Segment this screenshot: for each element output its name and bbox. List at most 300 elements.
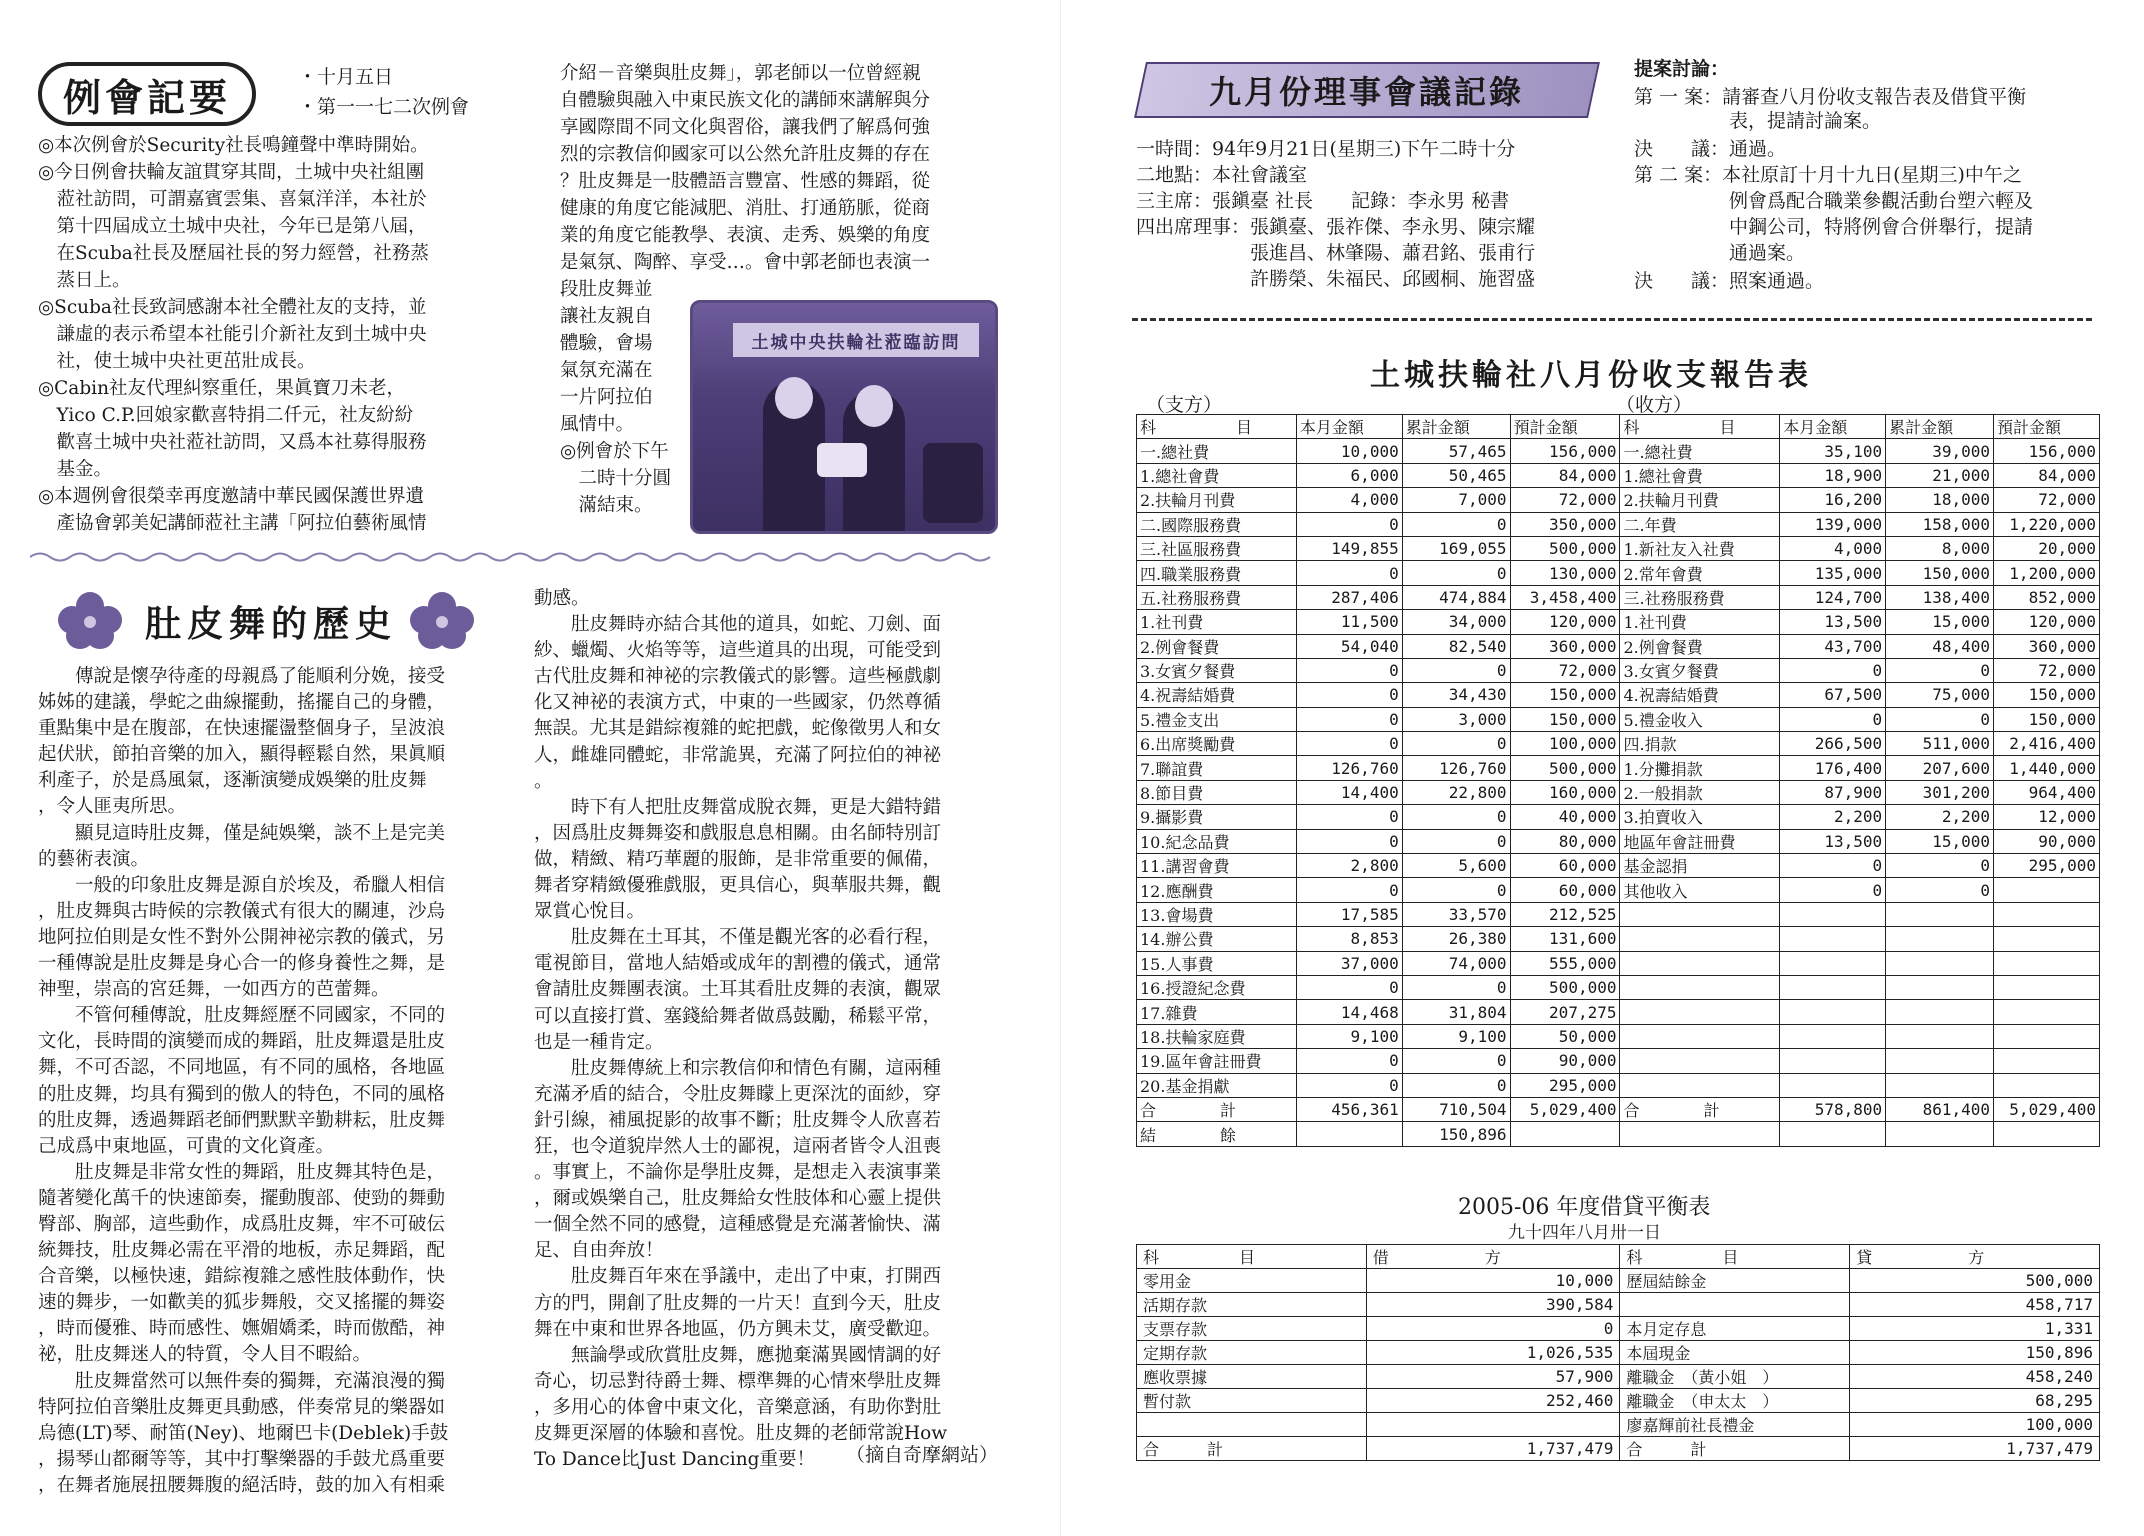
- table-cell: [1780, 975, 1886, 999]
- table-cell: 130,000: [1510, 561, 1620, 585]
- table-cell: 555,000: [1510, 951, 1620, 975]
- table-cell: 72,000: [1994, 658, 2100, 682]
- report-header-cell: 累計金額: [1886, 415, 1994, 439]
- table-cell: 72,000: [1510, 488, 1620, 512]
- table-cell: 31,804: [1402, 1000, 1510, 1024]
- table-cell: 19.區年會註冊費: [1137, 1049, 1297, 1073]
- table-cell: 合 計: [1620, 1437, 1850, 1461]
- table-cell: 20,000: [1994, 536, 2100, 560]
- table-cell: 37,000: [1296, 951, 1402, 975]
- table-cell: 17.雜費: [1137, 1000, 1297, 1024]
- table-cell: 500,000: [1510, 756, 1620, 780]
- table-row: [1137, 1341, 2100, 1365]
- proposal-title: 提案討論：: [1634, 58, 1730, 80]
- date-line-1: ・十月五日: [298, 66, 394, 88]
- table-row: [1137, 1024, 2100, 1048]
- table-cell: 350,000: [1510, 512, 1620, 536]
- table-cell: [1994, 1049, 2100, 1073]
- table-cell: 1,440,000: [1994, 756, 2100, 780]
- table-cell: 合 計: [1137, 1437, 1367, 1461]
- table-cell: 4.祝壽結婚費: [1137, 683, 1297, 707]
- table-cell: 0: [1296, 1073, 1402, 1097]
- table-cell: 150,000: [1510, 683, 1620, 707]
- table-cell: 二.年費: [1620, 512, 1780, 536]
- table-cell: 0: [1296, 975, 1402, 999]
- table-cell: 120,000: [1994, 610, 2100, 634]
- table-cell: 43,700: [1780, 634, 1886, 658]
- table-cell: 18.扶輪家庭費: [1137, 1024, 1297, 1048]
- date-line-2: ・第一一七二次例會: [298, 96, 470, 118]
- table-cell: 72,000: [1510, 658, 1620, 682]
- table-cell: 五.社務服務費: [1137, 585, 1297, 609]
- table-cell: 150,896: [1850, 1341, 2100, 1365]
- report-header-cell: 本月金額: [1296, 415, 1402, 439]
- table-cell: 0: [1402, 878, 1510, 902]
- table-cell: 22,800: [1402, 780, 1510, 804]
- table-cell: 176,400: [1780, 756, 1886, 780]
- table-cell: 126,760: [1296, 756, 1402, 780]
- table-cell: 511,000: [1886, 732, 1994, 756]
- table-row: [1137, 1097, 2100, 1121]
- table-row: [1137, 1365, 2100, 1389]
- table-cell: [1296, 1122, 1402, 1146]
- table-cell: 120,000: [1510, 610, 1620, 634]
- table-cell: 一.總社費: [1137, 439, 1297, 463]
- table-cell: 578,800: [1780, 1097, 1886, 1121]
- table-cell: 18,000: [1886, 488, 1994, 512]
- table-cell: [1994, 902, 2100, 926]
- meeting-line-1: 一時間：94年9月21日(星期三)下午二時十分: [1136, 138, 1516, 160]
- table-cell: [1994, 951, 2100, 975]
- table-cell: 39,000: [1886, 439, 1994, 463]
- table-cell: 0: [1886, 658, 1994, 682]
- table-cell: 390,584: [1366, 1293, 1620, 1317]
- table-cell: 7.聯誼費: [1137, 756, 1297, 780]
- table-cell: 離職金 （申太太 ）: [1620, 1389, 1850, 1413]
- table-cell: 33,570: [1402, 902, 1510, 926]
- meeting-notes-col2-top: 介紹－音樂與肚皮舞」，郭老師以一位曾經親 自體驗與融入中東民族文化的講師來講解與分 享國際間不同文化與習俗，讓我們了解爲何強 烈的宗教信仰國家可以公然允許肚皮舞的存在 ？肚皮舞是一肢體語言豐富、性感的舞蹈，從 健康的角度它能減肥、消肚、打通筋脈，從商 業的角度它能教學、表演、走秀、娛樂的角度 是氣氛、陶醉、享受…。會中郭老師也表演一 段肚皮舞並: [560, 63, 931, 300]
- table-row: [1137, 536, 2100, 560]
- flower-icon-left: [52, 590, 128, 652]
- table-cell: 150,000: [1994, 707, 2100, 731]
- table-cell: 6,000: [1296, 463, 1402, 487]
- table-cell: 1.社刊費: [1137, 610, 1297, 634]
- table-cell: 500,000: [1510, 536, 1620, 560]
- table-cell: 4,000: [1780, 536, 1886, 560]
- report-header-cell: 科 目: [1620, 415, 1780, 439]
- table-cell: 3.女賓夕餐費: [1137, 658, 1297, 682]
- table-cell: 3.女賓夕餐費: [1620, 658, 1780, 682]
- table-cell: 212,525: [1510, 902, 1620, 926]
- table-row: [1137, 1122, 2100, 1146]
- table-row: [1137, 805, 2100, 829]
- table-cell: [1620, 1024, 1780, 1048]
- table-cell: 48,400: [1886, 634, 1994, 658]
- table-row: [1137, 1437, 2100, 1461]
- table-cell: [1780, 902, 1886, 926]
- table-cell: 2.常年會費: [1620, 561, 1780, 585]
- table-cell: [1994, 878, 2100, 902]
- table-cell: 500,000: [1850, 1269, 2100, 1293]
- table-cell: 35,100: [1780, 439, 1886, 463]
- table-cell: 5.禮金支出: [1137, 707, 1297, 731]
- table-row: [1137, 1073, 2100, 1097]
- table-cell: [1780, 1122, 1886, 1146]
- meeting-line-3: 三主席：張鎭臺 社長 記錄：李永男 秘書: [1136, 190, 1510, 212]
- table-cell: 應收票據: [1137, 1365, 1367, 1389]
- table-cell: 80,000: [1510, 829, 1620, 853]
- table-row: [1137, 1000, 2100, 1024]
- table-cell: 156,000: [1994, 439, 2100, 463]
- table-cell: 合 計: [1620, 1097, 1780, 1121]
- table-cell: 結 餘: [1137, 1122, 1297, 1146]
- table-cell: 0: [1402, 512, 1510, 536]
- table-cell: 0: [1296, 683, 1402, 707]
- table-cell: 10.紀念品費: [1137, 829, 1297, 853]
- flower-icon-right: [404, 590, 480, 652]
- photo-banner-text: 土城中央扶輪社蒞臨訪問: [733, 323, 979, 357]
- table-cell: 歷屆結餘金: [1620, 1269, 1850, 1293]
- meeting-record-banner: [1134, 62, 1600, 118]
- table-row: [1137, 561, 2100, 585]
- table-cell: 二.國際服務費: [1137, 512, 1297, 536]
- table-cell: 10,000: [1296, 439, 1402, 463]
- table-cell: 0: [1366, 1317, 1620, 1341]
- balance-title: 2005-06 年度借貸平衡表: [1458, 1195, 1711, 1220]
- table-row: [1137, 439, 2100, 463]
- table-cell: 14,468: [1296, 1000, 1402, 1024]
- table-cell: 1.總社會費: [1137, 463, 1297, 487]
- table-cell: 8.節目費: [1137, 780, 1297, 804]
- table-cell: [1886, 951, 1994, 975]
- report-title: 土城扶輪社八月份收支報告表: [1370, 358, 1812, 393]
- balance-date: 九十四年八月卅一日: [1508, 1223, 1661, 1243]
- table-cell: 54,040: [1296, 634, 1402, 658]
- table-cell: 74,000: [1402, 951, 1510, 975]
- history-col2: 動感。 肚皮舞時亦結合其他的道具，如蛇、刀劍、面 紗、蠟燭、火焰等等，這些道具的出現，可能受到 古代肚皮舞和神祕的宗教儀式的影響。這些極戲劇 化又神祕的表演方式，中東的一些國家，仍然尊循 無誤。尤其是錯綜複雜的蛇把戲，蛇像徵男人和女 人，雌雄同體蛇，非常詭異，充滿了阿拉伯的神祕 。 時下有人把肚皮舞當成脫衣舞，更是大錯特錯 ，因爲肚皮舞舞姿和戲服息息相關。由名師特別訂 做，精緻、精巧華麗的服飾，是非常重要的佩備， 舞者穿精緻優雅戲服，更具信心，與華服共舞，觀 眾賞心悅目。 肚皮舞在土耳其，不僅是觀光客的必看行程， 電視節目，當地人結婚或成年的割禮的儀式，通常 會請肚皮舞團表演。土耳其看肚皮舞的表演，觀眾 可以直接打賞、塞錢給舞者做爲鼓勵，稀鬆平常， 也是一種肯定。 肚皮舞傳統上和宗教信仰和情色有關，這兩種 充滿矛盾的結合，令肚皮舞矇上更深沈的面紗，穿 針引線，補風捉影的故事不斷；肚皮舞令人欣喜若 狂，也令道貌岸然人士的鄙視，這兩者皆令人沮喪 。事實上，不論你是學肚皮舞，是想走入表演事業 ，爾或娛樂自己，肚皮舞給女性肢体和心靈上提供 一個全然不同的感覺，這種感覺是充滿著愉快、滿 足、自由奔放！ 肚皮舞百年來在爭議中，走出了中東，打開西 方的門，開創了肚皮舞的一片天！直到今天，肚皮 舞在中東和世界各地區，仍方興未艾，廣受歡迎。 無論學或欣賞肚皮舞，應拋棄滿異國情調的好 奇心，切忌對待爵士舞、標準舞的心情來學肚皮舞 ，多用心的体會中東文化，音樂意涵，有助你對肚 皮舞更深層的体驗和喜悅。肚皮舞的老師常說How To Dance比Just Dancing重要！: [534, 588, 948, 1471]
- table-cell: 169,055: [1402, 536, 1510, 560]
- table-cell: 1.社刊費: [1620, 610, 1780, 634]
- meeting-line-6: 許勝榮、朱福民、邱國桐、施習盛: [1136, 268, 1536, 290]
- table-row: [1137, 780, 2100, 804]
- table-cell: 2,200: [1886, 805, 1994, 829]
- table-cell: [1886, 1000, 1994, 1024]
- table-cell: 0: [1296, 829, 1402, 853]
- table-cell: 3,000: [1402, 707, 1510, 731]
- table-cell: 26,380: [1402, 927, 1510, 951]
- table-cell: 0: [1402, 805, 1510, 829]
- table-cell: 458,240: [1850, 1365, 2100, 1389]
- proposal-line-3: 決 議：通過。: [1634, 138, 1787, 160]
- table-cell: 3,458,400: [1510, 585, 1620, 609]
- table-cell: 11,500: [1296, 610, 1402, 634]
- table-row: [1137, 1293, 2100, 1317]
- table-cell: 150,000: [1510, 707, 1620, 731]
- proposal-line-5: 例會爲配合職業參觀活動台塑六輕及: [1634, 190, 2034, 212]
- table-cell: 暫付款: [1137, 1389, 1367, 1413]
- table-cell: [1137, 1413, 1367, 1437]
- table-cell: 定期存款: [1137, 1341, 1367, 1365]
- table-cell: 0: [1402, 561, 1510, 585]
- table-cell: 710,504: [1402, 1097, 1510, 1121]
- table-cell: 1,737,479: [1850, 1437, 2100, 1461]
- table-cell: 11.講習會費: [1137, 854, 1297, 878]
- meeting-record-banner-text: 九月份理事會議記錄: [1209, 73, 1525, 111]
- table-row: [1137, 585, 2100, 609]
- history-col1: 傳說是懷孕待產的母親爲了能順利分娩，接受 姊姊的建議，學蛇之曲線擺動，搖擺自己的身體， 重點集中是在腹部，在快速擺盪整個身子，呈波浪 起伏狀，節拍音樂的加入，顯得輕鬆自然，果眞順 利產子，於是爲風氣，逐漸演變成娛樂的肚皮舞 ，令人匪夷所思。 顯見這時肚皮舞，僅是純娛樂，談不上是完美 的藝術表演。 一般的印象肚皮舞是源自於埃及，希臘人相信 ，肚皮舞與古時候的宗教儀式有很大的關連，沙烏 地阿拉伯則是女性不對外公開神祕宗教的儀式，另 一種傳說是肚皮舞是身心合一的修身養性之舞，是 神聖，崇高的宮廷舞，一如西方的芭蕾舞。 不管何種傳說，肚皮舞經歷不同國家，不同的 文化，長時間的演變而成的舞蹈，肚皮舞還是肚皮 舞，不可否認，不同地區，有不同的風格，各地區 的肚皮舞，均具有獨到的傲人的特色，不同的風格 的肚皮舞，透過舞蹈老師們默默辛勤耕耘，肚皮舞 己成爲中東地區，可貴的文化資產。 肚皮舞是非常女性的舞蹈，肚皮舞其特色是， 隨著變化萬千的快速節奏，擺動腹部、使勁的舞動 臀部、胸部，這些動作，成爲肚皮舞，牢不可破伝 統舞技，肚皮舞必需在平滑的地板，赤足舞蹈，配 合音樂，以極快速，錯綜複雜之感性肢体動作，快 速的舞步，一如歡美的狐步舞般，交叉搖擺的舞姿 ，時而優雅、時而感性、嫵媚嬌柔，時而傲酷，神 祕，肚皮舞迷人的特質，令人目不暇給。 肚皮舞當然可以無件奏的獨舞，充滿浪漫的獨 特阿拉伯音樂肚皮舞更具動感，伴奏常見的樂器如 烏德(LT)琴、耐笛(Ney)、地爾巴卡(Deblek)手鼓 ，揚琴山都爾等等，其中打擊樂器的手鼓尤爲重要 ，在舞者施展扭腰舞腹的絕活時，鼓的加入有相乘: [38, 666, 449, 1496]
- table-cell: 50,000: [1510, 1024, 1620, 1048]
- table-cell: 三.社區服務費: [1137, 536, 1297, 560]
- table-cell: 0: [1886, 878, 1994, 902]
- table-cell: 四.捐款: [1620, 732, 1780, 756]
- table-cell: 458,717: [1850, 1293, 2100, 1317]
- report-header-cell: 科 目: [1137, 415, 1297, 439]
- table-cell: 一.總社費: [1620, 439, 1780, 463]
- table-cell: 0: [1296, 878, 1402, 902]
- table-row: [1137, 512, 2100, 536]
- table-cell: 13,500: [1780, 829, 1886, 853]
- table-cell: 離職金 （黃小姐 ）: [1620, 1365, 1850, 1389]
- table-cell: 207,600: [1886, 756, 1994, 780]
- table-row: [1137, 756, 2100, 780]
- history-source: （摘自奇摩網站）: [846, 1444, 999, 1466]
- balance-header-cell: 借 方: [1366, 1245, 1620, 1269]
- table-cell: 0: [1296, 512, 1402, 536]
- table-cell: 活期存款: [1137, 1293, 1367, 1317]
- table-cell: 84,000: [1510, 463, 1620, 487]
- table-cell: 3.拍賣收入: [1620, 805, 1780, 829]
- table-cell: 0: [1402, 732, 1510, 756]
- table-cell: 964,400: [1994, 780, 2100, 804]
- dashed-divider: [1132, 318, 2092, 321]
- table-cell: [1620, 1293, 1850, 1317]
- table-cell: 861,400: [1886, 1097, 1994, 1121]
- table-cell: 0: [1296, 561, 1402, 585]
- table-row: [1137, 1269, 2100, 1293]
- report-label-expense: （支方）: [1146, 394, 1223, 416]
- table-row: [1137, 1413, 2100, 1437]
- table-cell: 5,600: [1402, 854, 1510, 878]
- table-cell: 4.祝壽結婚費: [1620, 683, 1780, 707]
- table-cell: [1620, 1122, 1780, 1146]
- table-row: [1137, 1049, 2100, 1073]
- table-cell: 8,000: [1886, 536, 1994, 560]
- table-cell: 2.扶輪月刊費: [1137, 488, 1297, 512]
- table-cell: 287,406: [1296, 585, 1402, 609]
- table-cell: 本屆現金: [1620, 1341, 1850, 1365]
- table-cell: 2.扶輪月刊費: [1620, 488, 1780, 512]
- table-cell: 160,000: [1510, 780, 1620, 804]
- table-cell: 0: [1402, 829, 1510, 853]
- table-cell: [1620, 1073, 1780, 1097]
- table-cell: 14,400: [1296, 780, 1402, 804]
- table-cell: 295,000: [1994, 854, 2100, 878]
- table-cell: [1886, 1024, 1994, 1048]
- table-row: [1137, 1317, 2100, 1341]
- table-cell: 13.會場費: [1137, 902, 1297, 926]
- table-cell: [1994, 975, 2100, 999]
- table-cell: 15,000: [1886, 829, 1994, 853]
- table-cell: 82,540: [1402, 634, 1510, 658]
- meeting-line-4: 四出席理事：張鎭臺、張祚傑、李永男、陳宗耀: [1136, 216, 1536, 238]
- table-cell: 9.攝影費: [1137, 805, 1297, 829]
- table-cell: 零用金: [1137, 1269, 1367, 1293]
- balance-sheet-table: [1136, 1244, 2100, 1461]
- table-cell: 5,029,400: [1510, 1097, 1620, 1121]
- table-cell: 5,029,400: [1994, 1097, 2100, 1121]
- table-cell: [1994, 1024, 2100, 1048]
- table-cell: 34,430: [1402, 683, 1510, 707]
- table-cell: 207,275: [1510, 1000, 1620, 1024]
- table-cell: 0: [1886, 707, 1994, 731]
- table-cell: 7,000: [1402, 488, 1510, 512]
- table-cell: 支票存款: [1137, 1317, 1367, 1341]
- table-cell: 12,000: [1994, 805, 2100, 829]
- table-cell: 158,000: [1886, 512, 1994, 536]
- balance-header-cell: 科 目: [1137, 1245, 1367, 1269]
- table-cell: 1,200,000: [1994, 561, 2100, 585]
- table-cell: [1780, 1024, 1886, 1048]
- table-cell: [1886, 927, 1994, 951]
- table-cell: 138,400: [1886, 585, 1994, 609]
- table-cell: [1994, 1000, 2100, 1024]
- table-row: [1137, 658, 2100, 682]
- table-cell: 150,000: [1886, 561, 1994, 585]
- table-cell: [1620, 927, 1780, 951]
- photo-head-right: [855, 385, 893, 427]
- table-row: [1137, 975, 2100, 999]
- table-cell: 75,000: [1886, 683, 1994, 707]
- table-cell: 0: [1780, 854, 1886, 878]
- table-cell: 87,900: [1780, 780, 1886, 804]
- table-cell: 1,331: [1850, 1317, 2100, 1341]
- table-row: [1137, 854, 2100, 878]
- table-cell: 0: [1296, 732, 1402, 756]
- table-cell: [1620, 1000, 1780, 1024]
- photo-gift: [817, 443, 867, 477]
- table-row: [1137, 488, 2100, 512]
- table-cell: 0: [1402, 1049, 1510, 1073]
- table-cell: 266,500: [1780, 732, 1886, 756]
- table-cell: 0: [1402, 1073, 1510, 1097]
- photo-chair: [923, 443, 983, 523]
- table-cell: 9,100: [1402, 1024, 1510, 1048]
- table-row: [1137, 732, 2100, 756]
- proposal-line-4: 第 二 案：本社原訂十月十九日(星期三)中午之: [1634, 164, 2022, 186]
- table-cell: 295,000: [1510, 1073, 1620, 1097]
- table-cell: [1886, 1049, 1994, 1073]
- meeting-photo: [690, 300, 998, 534]
- table-cell: [1620, 951, 1780, 975]
- page-fold: [1060, 0, 1061, 1536]
- table-cell: 0: [1886, 854, 1994, 878]
- table-cell: [1994, 1122, 2100, 1146]
- table-cell: [1780, 1049, 1886, 1073]
- table-row: [1137, 902, 2100, 926]
- table-cell: 5.禮金收入: [1620, 707, 1780, 731]
- report-header-cell: 預計金額: [1994, 415, 2100, 439]
- table-cell: 60,000: [1510, 878, 1620, 902]
- table-row: [1137, 878, 2100, 902]
- table-cell: 72,000: [1994, 488, 2100, 512]
- report-header-cell: 本月金額: [1780, 415, 1886, 439]
- table-row: [1137, 927, 2100, 951]
- table-cell: 474,884: [1402, 585, 1510, 609]
- table-cell: 10,000: [1366, 1269, 1620, 1293]
- table-cell: 252,460: [1366, 1389, 1620, 1413]
- table-row: [1137, 463, 2100, 487]
- ornament-divider: [30, 550, 1000, 564]
- report-header-row: [1137, 415, 2100, 439]
- table-cell: 0: [1780, 707, 1886, 731]
- table-cell: 90,000: [1994, 829, 2100, 853]
- table-cell: 2,800: [1296, 854, 1402, 878]
- table-cell: 其他收入: [1620, 878, 1780, 902]
- table-cell: 2.例會餐費: [1620, 634, 1780, 658]
- table-cell: 57,900: [1366, 1365, 1620, 1389]
- table-cell: 139,000: [1780, 512, 1886, 536]
- table-cell: 456,361: [1296, 1097, 1402, 1121]
- table-cell: 1,026,535: [1366, 1341, 1620, 1365]
- section-badge-meeting-notes: 例會記要: [38, 62, 256, 126]
- table-cell: 0: [1402, 975, 1510, 999]
- table-cell: [1780, 1073, 1886, 1097]
- table-cell: 廖嘉輝前社長禮金: [1620, 1413, 1850, 1437]
- table-cell: 8,853: [1296, 927, 1402, 951]
- table-cell: 三.社務服務費: [1620, 585, 1780, 609]
- table-cell: 16.授證紀念費: [1137, 975, 1297, 999]
- table-cell: 1,220,000: [1994, 512, 2100, 536]
- table-cell: 1.分攤捐款: [1620, 756, 1780, 780]
- table-cell: 18,900: [1780, 463, 1886, 487]
- table-cell: [1620, 902, 1780, 926]
- table-cell: 14.辦公費: [1137, 927, 1297, 951]
- table-cell: 17,585: [1296, 902, 1402, 926]
- table-cell: 21,000: [1886, 463, 1994, 487]
- table-cell: 360,000: [1994, 634, 2100, 658]
- table-cell: [1886, 1073, 1994, 1097]
- table-cell: 0: [1402, 658, 1510, 682]
- report-header-cell: 累計金額: [1402, 415, 1510, 439]
- table-cell: 本月定存息: [1620, 1317, 1850, 1341]
- table-cell: 60,000: [1510, 854, 1620, 878]
- table-cell: [1780, 951, 1886, 975]
- proposal-line-7: 通過案。: [1634, 242, 1806, 264]
- table-cell: 68,295: [1850, 1389, 2100, 1413]
- table-cell: 0: [1296, 1049, 1402, 1073]
- table-cell: [1620, 1049, 1780, 1073]
- table-cell: 0: [1296, 658, 1402, 682]
- report-header-cell: 預計金額: [1510, 415, 1620, 439]
- table-cell: 0: [1296, 805, 1402, 829]
- table-cell: 34,000: [1402, 610, 1510, 634]
- table-cell: 2,200: [1780, 805, 1886, 829]
- table-cell: 2.例會餐費: [1137, 634, 1297, 658]
- table-row: [1137, 610, 2100, 634]
- table-cell: [1886, 1122, 1994, 1146]
- table-cell: 100,000: [1850, 1413, 2100, 1437]
- table-row: [1137, 683, 2100, 707]
- table-cell: 0: [1780, 878, 1886, 902]
- table-cell: 合 計: [1137, 1097, 1297, 1121]
- table-cell: 135,000: [1780, 561, 1886, 585]
- table-row: [1137, 634, 2100, 658]
- table-cell: 500,000: [1510, 975, 1620, 999]
- proposal-line-2: 表，提請討論案。: [1634, 110, 1882, 132]
- table-cell: 40,000: [1510, 805, 1620, 829]
- table-cell: 2,416,400: [1994, 732, 2100, 756]
- table-cell: 126,760: [1402, 756, 1510, 780]
